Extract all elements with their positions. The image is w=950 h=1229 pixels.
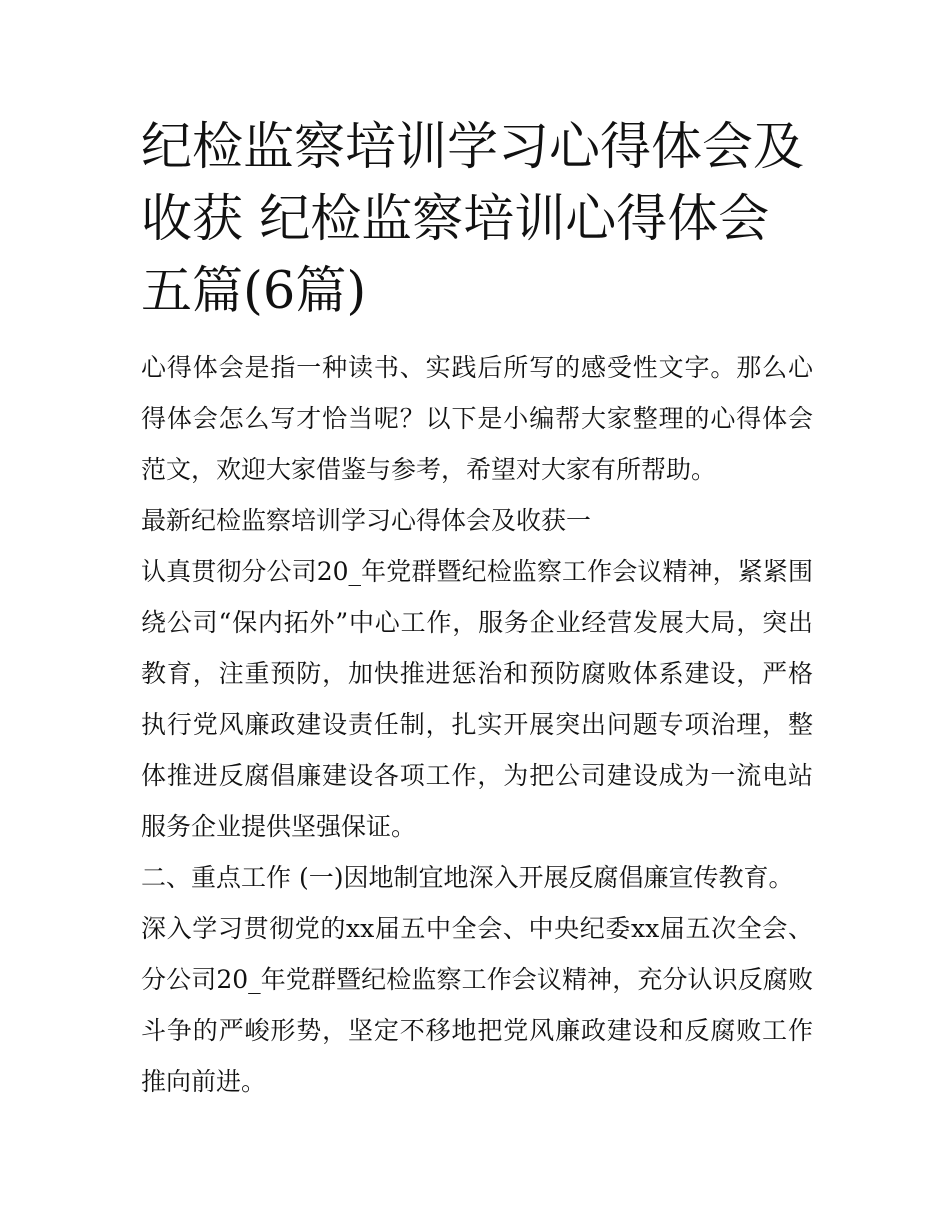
document-content — [141, 112, 813, 1107]
section-heading: 最新纪检监察培训学习心得体会及收获一 — [141, 506, 592, 535]
body-paragraph: 深入学习贯彻党的xx届五中全会、中央纪委xx届五次全会、分公司20_年党群暨纪检监察工作会议精神，充分认识反腐败斗争的严峻形势，坚定不移地把党风廉政建设和反腐败工作推向前进。 — [141, 914, 813, 1096]
body-paragraph: 认真贯彻分公司20_年党群暨纪检监察工作会议精神，紧紧围绕公司“保内拓外”中心工作，服务企业经营发展大局，突出教育，注重预防，加快推进惩治和预防腐败体系建设，严格执行党风廉政建设责任制，扎实开展突出问题专项治理，整体推进反腐倡廉建设各项工作，为把公司建设成为一流电站服务企业提供坚强保证。 — [141, 557, 813, 841]
intro-paragraph: 心得体会是指一种读书、实践后所写的感受性文字。那么心得体会怎么写才恰当呢？以下是小编帮大家整理的心得体会范文，欢迎大家借鉴与参考，希望对大家有所帮助。 — [141, 353, 813, 484]
document-title: 纪检监察培训学习心得体会及收获 纪检监察培训心得体会五篇(6篇) — [141, 118, 805, 321]
key-work-heading: 二、重点工作 (一)因地制宜地深入开展反腐倡廉宣传教育。 — [141, 863, 794, 892]
